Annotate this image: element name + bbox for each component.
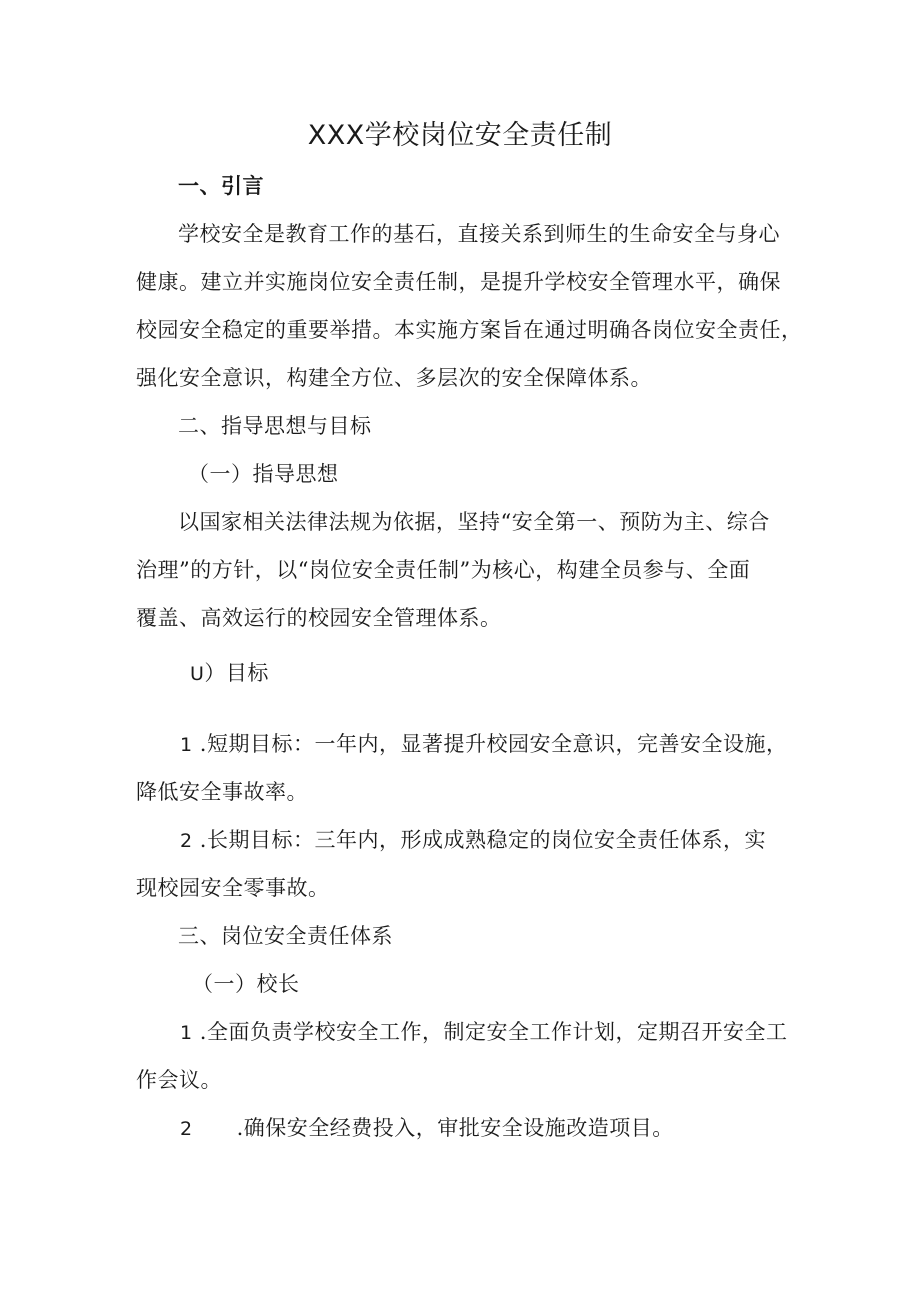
subheading-goals <box>190 659 269 688</box>
goal-item-continuation: 现校园安全零事故。 <box>136 876 330 900</box>
goal-item-long-term <box>180 826 766 855</box>
duty-item-2 <box>180 1114 674 1143</box>
list-text: .短期目标：一年内，显著提升校园安全意识，完善安全设施， <box>199 732 788 756</box>
guiding-paragraph-line: 覆盖、高效运行的校园安全管理体系。 <box>136 606 502 630</box>
list-number: 1 <box>180 1022 193 1044</box>
list-number: 2 <box>180 1118 193 1140</box>
duty-item-1 <box>180 1018 787 1047</box>
goal-item-short-term <box>180 730 787 759</box>
goals-marker: U <box>190 663 205 685</box>
list-text: .确保安全经费投入，审批安全设施改造项目。 <box>236 1116 674 1140</box>
intro-paragraph-line: 强化安全意识，构建全方位、多层次的安全保障体系。 <box>136 366 652 390</box>
intro-paragraph-line: 学校安全是教育工作的基石，直接关系到师生的生命安全与身心 <box>178 222 780 246</box>
subheading-guiding-thought: （一）指导思想 <box>188 462 339 486</box>
section-heading-guiding: 二、指导思想与目标 <box>178 414 372 438</box>
page-title: XXX学校岗位安全责任制 <box>307 120 613 151</box>
intro-paragraph-line: 校园安全稳定的重要举措。本实施方案旨在通过明确各岗位安全责任， <box>136 318 803 342</box>
intro-paragraph-line: 健康。建立并实施岗位安全责任制，是提升学校安全管理水平，确保 <box>136 270 781 294</box>
guiding-paragraph-line: 以国家相关法律法规为依据，坚持“安全第一、预防为主、综合 <box>178 510 770 534</box>
goals-label: ）目标 <box>204 661 269 685</box>
section-heading-responsibility-system: 三、岗位安全责任体系 <box>178 924 393 948</box>
subheading-principal: （一）校长 <box>192 972 300 996</box>
list-number: 2 <box>180 830 193 852</box>
goal-item-continuation: 降低安全事故率。 <box>136 780 308 804</box>
list-text: .全面负责学校安全工作，制定安全工作计划，定期召开安全工 <box>199 1020 788 1044</box>
list-text: .长期目标：三年内，形成成熟稳定的岗位安全责任体系，实 <box>199 828 766 852</box>
duty-item-continuation: 作会议。 <box>136 1068 222 1092</box>
guiding-paragraph-line: 治理”的方针，以“岗位安全责任制”为核心，构建全员参与、全面 <box>136 558 751 582</box>
list-number: 1 <box>180 734 193 756</box>
section-heading-intro: 一、引言 <box>178 174 264 198</box>
